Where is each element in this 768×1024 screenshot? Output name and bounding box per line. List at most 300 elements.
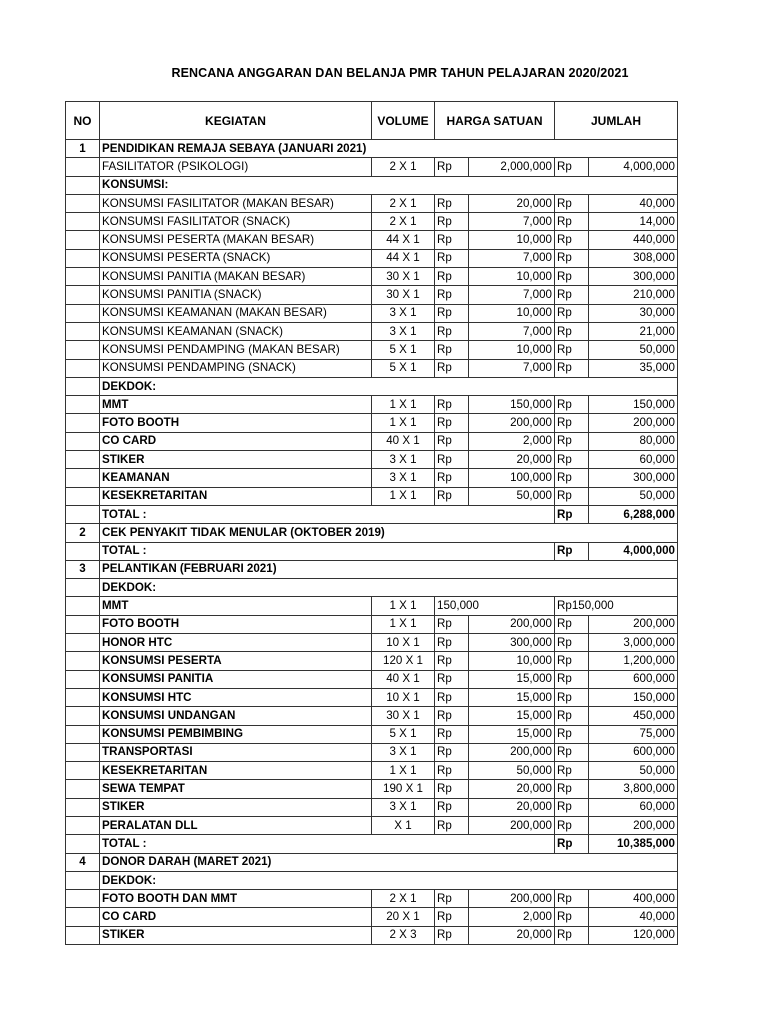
row-number xyxy=(66,359,100,377)
item-volume: 190 X 1 xyxy=(372,780,435,798)
currency-symbol: Rp xyxy=(435,451,469,469)
item-unit-price: 2,000 xyxy=(469,908,555,926)
item-label: STIKER xyxy=(100,798,372,816)
item-volume: 30 X 1 xyxy=(372,707,435,725)
item-unit-price: 7,000 xyxy=(469,286,555,304)
item-label: KONSUMSI PESERTA (MAKAN BESAR) xyxy=(100,231,372,249)
budget-table xyxy=(65,101,678,945)
section-title: PELANTIKAN (FEBRUARI 2021) xyxy=(100,560,678,578)
item-volume: 1 X 1 xyxy=(372,487,435,505)
table-row xyxy=(66,268,678,286)
item-label: FASILITATOR (PSIKOLOGI) xyxy=(100,158,372,176)
item-unit-price: 200,000 xyxy=(469,743,555,761)
row-number xyxy=(66,322,100,340)
item-unit-price: 20,000 xyxy=(469,194,555,212)
row-number xyxy=(66,725,100,743)
item-total: 200,000 xyxy=(589,414,678,432)
item-unit-price: 10,000 xyxy=(469,341,555,359)
header-no: NO xyxy=(66,102,100,140)
table-row xyxy=(66,432,678,450)
table-row xyxy=(66,762,678,780)
currency-symbol: Rp xyxy=(555,798,589,816)
item-total: 440,000 xyxy=(589,231,678,249)
currency-symbol: Rp xyxy=(435,908,469,926)
table-body xyxy=(66,140,678,945)
subheading-row xyxy=(66,871,678,889)
currency-symbol: Rp xyxy=(555,670,589,688)
table-row xyxy=(66,487,678,505)
item-unit-price: 20,000 xyxy=(469,451,555,469)
row-number xyxy=(66,816,100,834)
item-volume: 3 X 1 xyxy=(372,743,435,761)
section-row xyxy=(66,560,678,578)
currency-symbol: Rp xyxy=(435,634,469,652)
currency-symbol: Rp xyxy=(435,249,469,267)
item-volume: 1 X 1 xyxy=(372,762,435,780)
table-row xyxy=(66,688,678,706)
subheading-label: KONSUMSI: xyxy=(100,176,678,194)
item-volume: 1 X 1 xyxy=(372,414,435,432)
currency-symbol: Rp xyxy=(555,743,589,761)
currency-symbol: Rp xyxy=(435,432,469,450)
item-label: MMT xyxy=(100,396,372,414)
row-number xyxy=(66,268,100,286)
total-label: TOTAL : xyxy=(100,542,555,560)
table-row xyxy=(66,707,678,725)
currency-symbol: Rp xyxy=(435,414,469,432)
currency-symbol: Rp xyxy=(555,505,589,523)
total-amount: 10,385,000 xyxy=(589,835,678,853)
item-unit-price: 50,000 xyxy=(469,762,555,780)
item-label: KONSUMSI HTC xyxy=(100,688,372,706)
row-number: 1 xyxy=(66,140,100,158)
item-total: 200,000 xyxy=(589,816,678,834)
item-total: 210,000 xyxy=(589,286,678,304)
item-volume: 20 X 1 xyxy=(372,908,435,926)
currency-symbol: Rp xyxy=(555,469,589,487)
currency-symbol: Rp xyxy=(435,926,469,944)
item-total: 35,000 xyxy=(589,359,678,377)
item-unit-price: 7,000 xyxy=(469,322,555,340)
currency-symbol: Rp xyxy=(435,213,469,231)
currency-symbol: Rp xyxy=(555,341,589,359)
subheading-label: DEKDOK: xyxy=(100,579,678,597)
currency-symbol: Rp xyxy=(435,816,469,834)
total-label: TOTAL : xyxy=(100,505,555,523)
currency-symbol: Rp xyxy=(555,762,589,780)
item-label: PERALATAN DLL xyxy=(100,816,372,834)
currency-symbol: Rp xyxy=(435,304,469,322)
row-number xyxy=(66,414,100,432)
total-label: TOTAL : xyxy=(100,835,555,853)
section-row xyxy=(66,524,678,542)
item-label: KEAMANAN xyxy=(100,469,372,487)
item-volume: 2 X 1 xyxy=(372,194,435,212)
currency-symbol: Rp xyxy=(435,158,469,176)
item-label: KONSUMSI PESERTA (SNACK) xyxy=(100,249,372,267)
item-total: 120,000 xyxy=(589,926,678,944)
item-volume: 30 X 1 xyxy=(372,286,435,304)
item-volume: 1 X 1 xyxy=(372,597,435,615)
table-row xyxy=(66,304,678,322)
item-unit-price: 150,000 xyxy=(469,396,555,414)
item-volume: 3 X 1 xyxy=(372,322,435,340)
table-row xyxy=(66,451,678,469)
currency-symbol: Rp xyxy=(555,688,589,706)
row-number xyxy=(66,505,100,523)
item-volume: 2 X 1 xyxy=(372,890,435,908)
currency-symbol: Rp xyxy=(555,194,589,212)
row-number xyxy=(66,304,100,322)
section-title: PENDIDIKAN REMAJA SEBAYA (JANUARI 2021) xyxy=(100,140,678,158)
row-number xyxy=(66,762,100,780)
item-total: 30,000 xyxy=(589,304,678,322)
item-label: KONSUMSI PENDAMPING (SNACK) xyxy=(100,359,372,377)
item-unit-price: 20,000 xyxy=(469,780,555,798)
item-volume: 3 X 1 xyxy=(372,469,435,487)
item-total: 21,000 xyxy=(589,322,678,340)
item-volume: 10 X 1 xyxy=(372,634,435,652)
currency-symbol: Rp xyxy=(435,743,469,761)
item-total: 50,000 xyxy=(589,762,678,780)
table-row xyxy=(66,286,678,304)
currency-symbol: Rp xyxy=(555,707,589,725)
item-volume: 5 X 1 xyxy=(372,725,435,743)
header-volume: VOLUME xyxy=(372,102,435,140)
item-unit-price: 2,000,000 xyxy=(469,158,555,176)
currency-symbol: Rp xyxy=(555,780,589,798)
item-label: KONSUMSI KEAMANAN (MAKAN BESAR) xyxy=(100,304,372,322)
table-row xyxy=(66,926,678,944)
item-label: KESEKRETARITAN xyxy=(100,487,372,505)
item-total: 75,000 xyxy=(589,725,678,743)
currency-symbol: Rp xyxy=(435,670,469,688)
row-number xyxy=(66,451,100,469)
total-amount: 4,000,000 xyxy=(589,542,678,560)
item-unit-price: 20,000 xyxy=(469,798,555,816)
row-number xyxy=(66,487,100,505)
item-unit-price: 200,000 xyxy=(469,615,555,633)
currency-symbol: Rp xyxy=(555,451,589,469)
item-total: 80,000 xyxy=(589,432,678,450)
row-number xyxy=(66,213,100,231)
item-label: KONSUMSI PANITIA (MAKAN BESAR) xyxy=(100,268,372,286)
item-total: 60,000 xyxy=(589,451,678,469)
item-total: 400,000 xyxy=(589,890,678,908)
subheading-row xyxy=(66,176,678,194)
currency-symbol: Rp xyxy=(435,725,469,743)
item-volume: 5 X 1 xyxy=(372,341,435,359)
table-row xyxy=(66,341,678,359)
row-number xyxy=(66,194,100,212)
header-jumlah: JUMLAH xyxy=(555,102,678,140)
row-number xyxy=(66,579,100,597)
item-unit-price: 200,000 xyxy=(469,816,555,834)
item-unit-price: 15,000 xyxy=(469,725,555,743)
section-row xyxy=(66,140,678,158)
item-volume: 40 X 1 xyxy=(372,670,435,688)
item-label: KONSUMSI PANITIA xyxy=(100,670,372,688)
row-number xyxy=(66,871,100,889)
item-unit-price: 10,000 xyxy=(469,231,555,249)
row-number xyxy=(66,176,100,194)
item-total: 50,000 xyxy=(589,487,678,505)
subheading-row xyxy=(66,579,678,597)
item-volume: 40 X 1 xyxy=(372,432,435,450)
item-total: 300,000 xyxy=(589,469,678,487)
currency-symbol: Rp xyxy=(555,286,589,304)
currency-symbol: Rp xyxy=(555,322,589,340)
header-kegiatan: KEGIATAN xyxy=(100,102,372,140)
item-volume: 120 X 1 xyxy=(372,652,435,670)
item-label: KONSUMSI PESERTA xyxy=(100,652,372,670)
total-row xyxy=(66,835,678,853)
item-unit-price: 15,000 xyxy=(469,707,555,725)
item-total: 450,000 xyxy=(589,707,678,725)
item-label: KESEKRETARITAN xyxy=(100,762,372,780)
currency-symbol: Rp xyxy=(555,396,589,414)
item-label: KONSUMSI PENDAMPING (MAKAN BESAR) xyxy=(100,341,372,359)
item-total: 14,000 xyxy=(589,213,678,231)
item-total: 40,000 xyxy=(589,194,678,212)
item-volume: 2 X 1 xyxy=(372,213,435,231)
section-title: DONOR DARAH (MARET 2021) xyxy=(100,853,678,871)
item-volume: 5 X 1 xyxy=(372,359,435,377)
item-total: 600,000 xyxy=(589,670,678,688)
row-number xyxy=(66,780,100,798)
table-row xyxy=(66,194,678,212)
item-volume: 30 X 1 xyxy=(372,268,435,286)
currency-symbol: Rp xyxy=(435,286,469,304)
currency-symbol: Rp xyxy=(555,725,589,743)
item-total: 150,000 xyxy=(589,396,678,414)
row-number xyxy=(66,798,100,816)
row-number xyxy=(66,926,100,944)
row-number xyxy=(66,890,100,908)
row-number xyxy=(66,231,100,249)
document-title: RENCANA ANGGARAN DAN BELANJA PMR TAHUN PELAJARAN 2020/2021 xyxy=(171,66,629,80)
item-label: FOTO BOOTH xyxy=(100,414,372,432)
item-unit-price: 300,000 xyxy=(469,634,555,652)
item-label: MMT xyxy=(100,597,372,615)
table-row xyxy=(66,670,678,688)
table-row xyxy=(66,213,678,231)
item-label: TRANSPORTASI xyxy=(100,743,372,761)
item-label: FOTO BOOTH xyxy=(100,615,372,633)
item-volume: 2 X 1 xyxy=(372,158,435,176)
currency-symbol: Rp xyxy=(435,652,469,670)
item-unit-price: 10,000 xyxy=(469,304,555,322)
table-row xyxy=(66,359,678,377)
item-volume: 10 X 1 xyxy=(372,688,435,706)
row-number xyxy=(66,341,100,359)
row-number xyxy=(66,597,100,615)
currency-symbol: Rp xyxy=(435,615,469,633)
item-label: HONOR HTC xyxy=(100,634,372,652)
currency-symbol: Rp xyxy=(555,542,589,560)
table-row xyxy=(66,396,678,414)
table-row xyxy=(66,615,678,633)
row-number: 2 xyxy=(66,524,100,542)
currency-symbol: Rp xyxy=(435,487,469,505)
table-row xyxy=(66,908,678,926)
row-number xyxy=(66,286,100,304)
currency-symbol: Rp xyxy=(435,396,469,414)
item-label: CO CARD xyxy=(100,432,372,450)
item-label: CO CARD xyxy=(100,908,372,926)
item-total: 1,200,000 xyxy=(589,652,678,670)
row-number xyxy=(66,707,100,725)
table-row xyxy=(66,816,678,834)
currency-symbol: Rp xyxy=(435,194,469,212)
table-row xyxy=(66,322,678,340)
table-header-row xyxy=(66,102,678,140)
table-row xyxy=(66,890,678,908)
row-number: 3 xyxy=(66,560,100,578)
item-label: KONSUMSI KEAMANAN (SNACK) xyxy=(100,322,372,340)
item-unit-price: 15,000 xyxy=(469,688,555,706)
currency-symbol: Rp xyxy=(555,487,589,505)
total-amount: 6,288,000 xyxy=(589,505,678,523)
currency-symbol: Rp xyxy=(555,268,589,286)
currency-symbol: Rp xyxy=(555,634,589,652)
item-label: SEWA TEMPAT xyxy=(100,780,372,798)
currency-symbol: Rp xyxy=(435,688,469,706)
item-unit-price: 20,000 xyxy=(469,926,555,944)
item-volume: 3 X 1 xyxy=(372,304,435,322)
item-total: 3,800,000 xyxy=(589,780,678,798)
currency-symbol: Rp xyxy=(555,835,589,853)
currency-symbol: Rp xyxy=(435,231,469,249)
currency-symbol: Rp xyxy=(555,908,589,926)
table-row xyxy=(66,597,678,615)
currency-symbol: Rp xyxy=(435,798,469,816)
item-label: STIKER xyxy=(100,926,372,944)
currency-symbol: Rp xyxy=(435,762,469,780)
table-row xyxy=(66,414,678,432)
item-volume: 1 X 1 xyxy=(372,396,435,414)
currency-symbol: Rp xyxy=(555,432,589,450)
currency-symbol: Rp xyxy=(435,707,469,725)
currency-symbol: Rp xyxy=(435,322,469,340)
item-label: STIKER xyxy=(100,451,372,469)
total-row xyxy=(66,505,678,523)
row-number xyxy=(66,688,100,706)
item-unit-price: 7,000 xyxy=(469,249,555,267)
subheading-row xyxy=(66,377,678,395)
item-label: KONSUMSI PANITIA (SNACK) xyxy=(100,286,372,304)
row-number xyxy=(66,158,100,176)
item-total: 3,000,000 xyxy=(589,634,678,652)
item-unit-price: 150,000 xyxy=(435,597,555,615)
row-number xyxy=(66,249,100,267)
row-number xyxy=(66,743,100,761)
currency-symbol: Rp xyxy=(435,341,469,359)
currency-symbol: Rp xyxy=(555,231,589,249)
row-number xyxy=(66,396,100,414)
item-total: 60,000 xyxy=(589,798,678,816)
item-volume: 3 X 1 xyxy=(372,798,435,816)
item-unit-price: 10,000 xyxy=(469,268,555,286)
item-total: Rp150,000 xyxy=(555,597,678,615)
currency-symbol: Rp xyxy=(555,213,589,231)
item-volume: 44 X 1 xyxy=(372,249,435,267)
currency-symbol: Rp xyxy=(555,304,589,322)
currency-symbol: Rp xyxy=(555,158,589,176)
currency-symbol: Rp xyxy=(555,615,589,633)
item-label: FOTO BOOTH DAN MMT xyxy=(100,890,372,908)
row-number xyxy=(66,469,100,487)
currency-symbol: Rp xyxy=(435,780,469,798)
row-number xyxy=(66,670,100,688)
table-row xyxy=(66,249,678,267)
item-unit-price: 10,000 xyxy=(469,652,555,670)
item-volume: X 1 xyxy=(372,816,435,834)
item-volume: 3 X 1 xyxy=(372,451,435,469)
section-title: CEK PENYAKIT TIDAK MENULAR (OKTOBER 2019) xyxy=(100,524,678,542)
item-total: 300,000 xyxy=(589,268,678,286)
total-row xyxy=(66,542,678,560)
table-row xyxy=(66,634,678,652)
currency-symbol: Rp xyxy=(435,268,469,286)
currency-symbol: Rp xyxy=(555,249,589,267)
item-label: KONSUMSI FASILITATOR (SNACK) xyxy=(100,213,372,231)
item-unit-price: 100,000 xyxy=(469,469,555,487)
item-label: KONSUMSI PEMBIMBING xyxy=(100,725,372,743)
table-row xyxy=(66,652,678,670)
currency-symbol: Rp xyxy=(555,926,589,944)
table-row xyxy=(66,798,678,816)
section-row xyxy=(66,853,678,871)
currency-symbol: Rp xyxy=(555,652,589,670)
table-row xyxy=(66,469,678,487)
table-row xyxy=(66,743,678,761)
row-number: 4 xyxy=(66,853,100,871)
table-row xyxy=(66,231,678,249)
table-row xyxy=(66,158,678,176)
item-total: 150,000 xyxy=(589,688,678,706)
currency-symbol: Rp xyxy=(555,359,589,377)
item-volume: 44 X 1 xyxy=(372,231,435,249)
item-total: 600,000 xyxy=(589,743,678,761)
row-number xyxy=(66,615,100,633)
currency-symbol: Rp xyxy=(555,890,589,908)
item-total: 40,000 xyxy=(589,908,678,926)
item-total: 308,000 xyxy=(589,249,678,267)
currency-symbol: Rp xyxy=(435,359,469,377)
header-harga-satuan: HARGA SATUAN xyxy=(435,102,555,140)
item-unit-price: 2,000 xyxy=(469,432,555,450)
currency-symbol: Rp xyxy=(555,816,589,834)
item-volume: 1 X 1 xyxy=(372,615,435,633)
currency-symbol: Rp xyxy=(435,890,469,908)
table-row xyxy=(66,725,678,743)
item-total: 4,000,000 xyxy=(589,158,678,176)
item-unit-price: 200,000 xyxy=(469,890,555,908)
row-number xyxy=(66,432,100,450)
item-unit-price: 15,000 xyxy=(469,670,555,688)
currency-symbol: Rp xyxy=(435,469,469,487)
row-number xyxy=(66,835,100,853)
table-row xyxy=(66,780,678,798)
item-volume: 2 X 3 xyxy=(372,926,435,944)
item-unit-price: 7,000 xyxy=(469,213,555,231)
item-label: KONSUMSI UNDANGAN xyxy=(100,707,372,725)
row-number xyxy=(66,908,100,926)
item-total: 50,000 xyxy=(589,341,678,359)
row-number xyxy=(66,542,100,560)
row-number xyxy=(66,634,100,652)
